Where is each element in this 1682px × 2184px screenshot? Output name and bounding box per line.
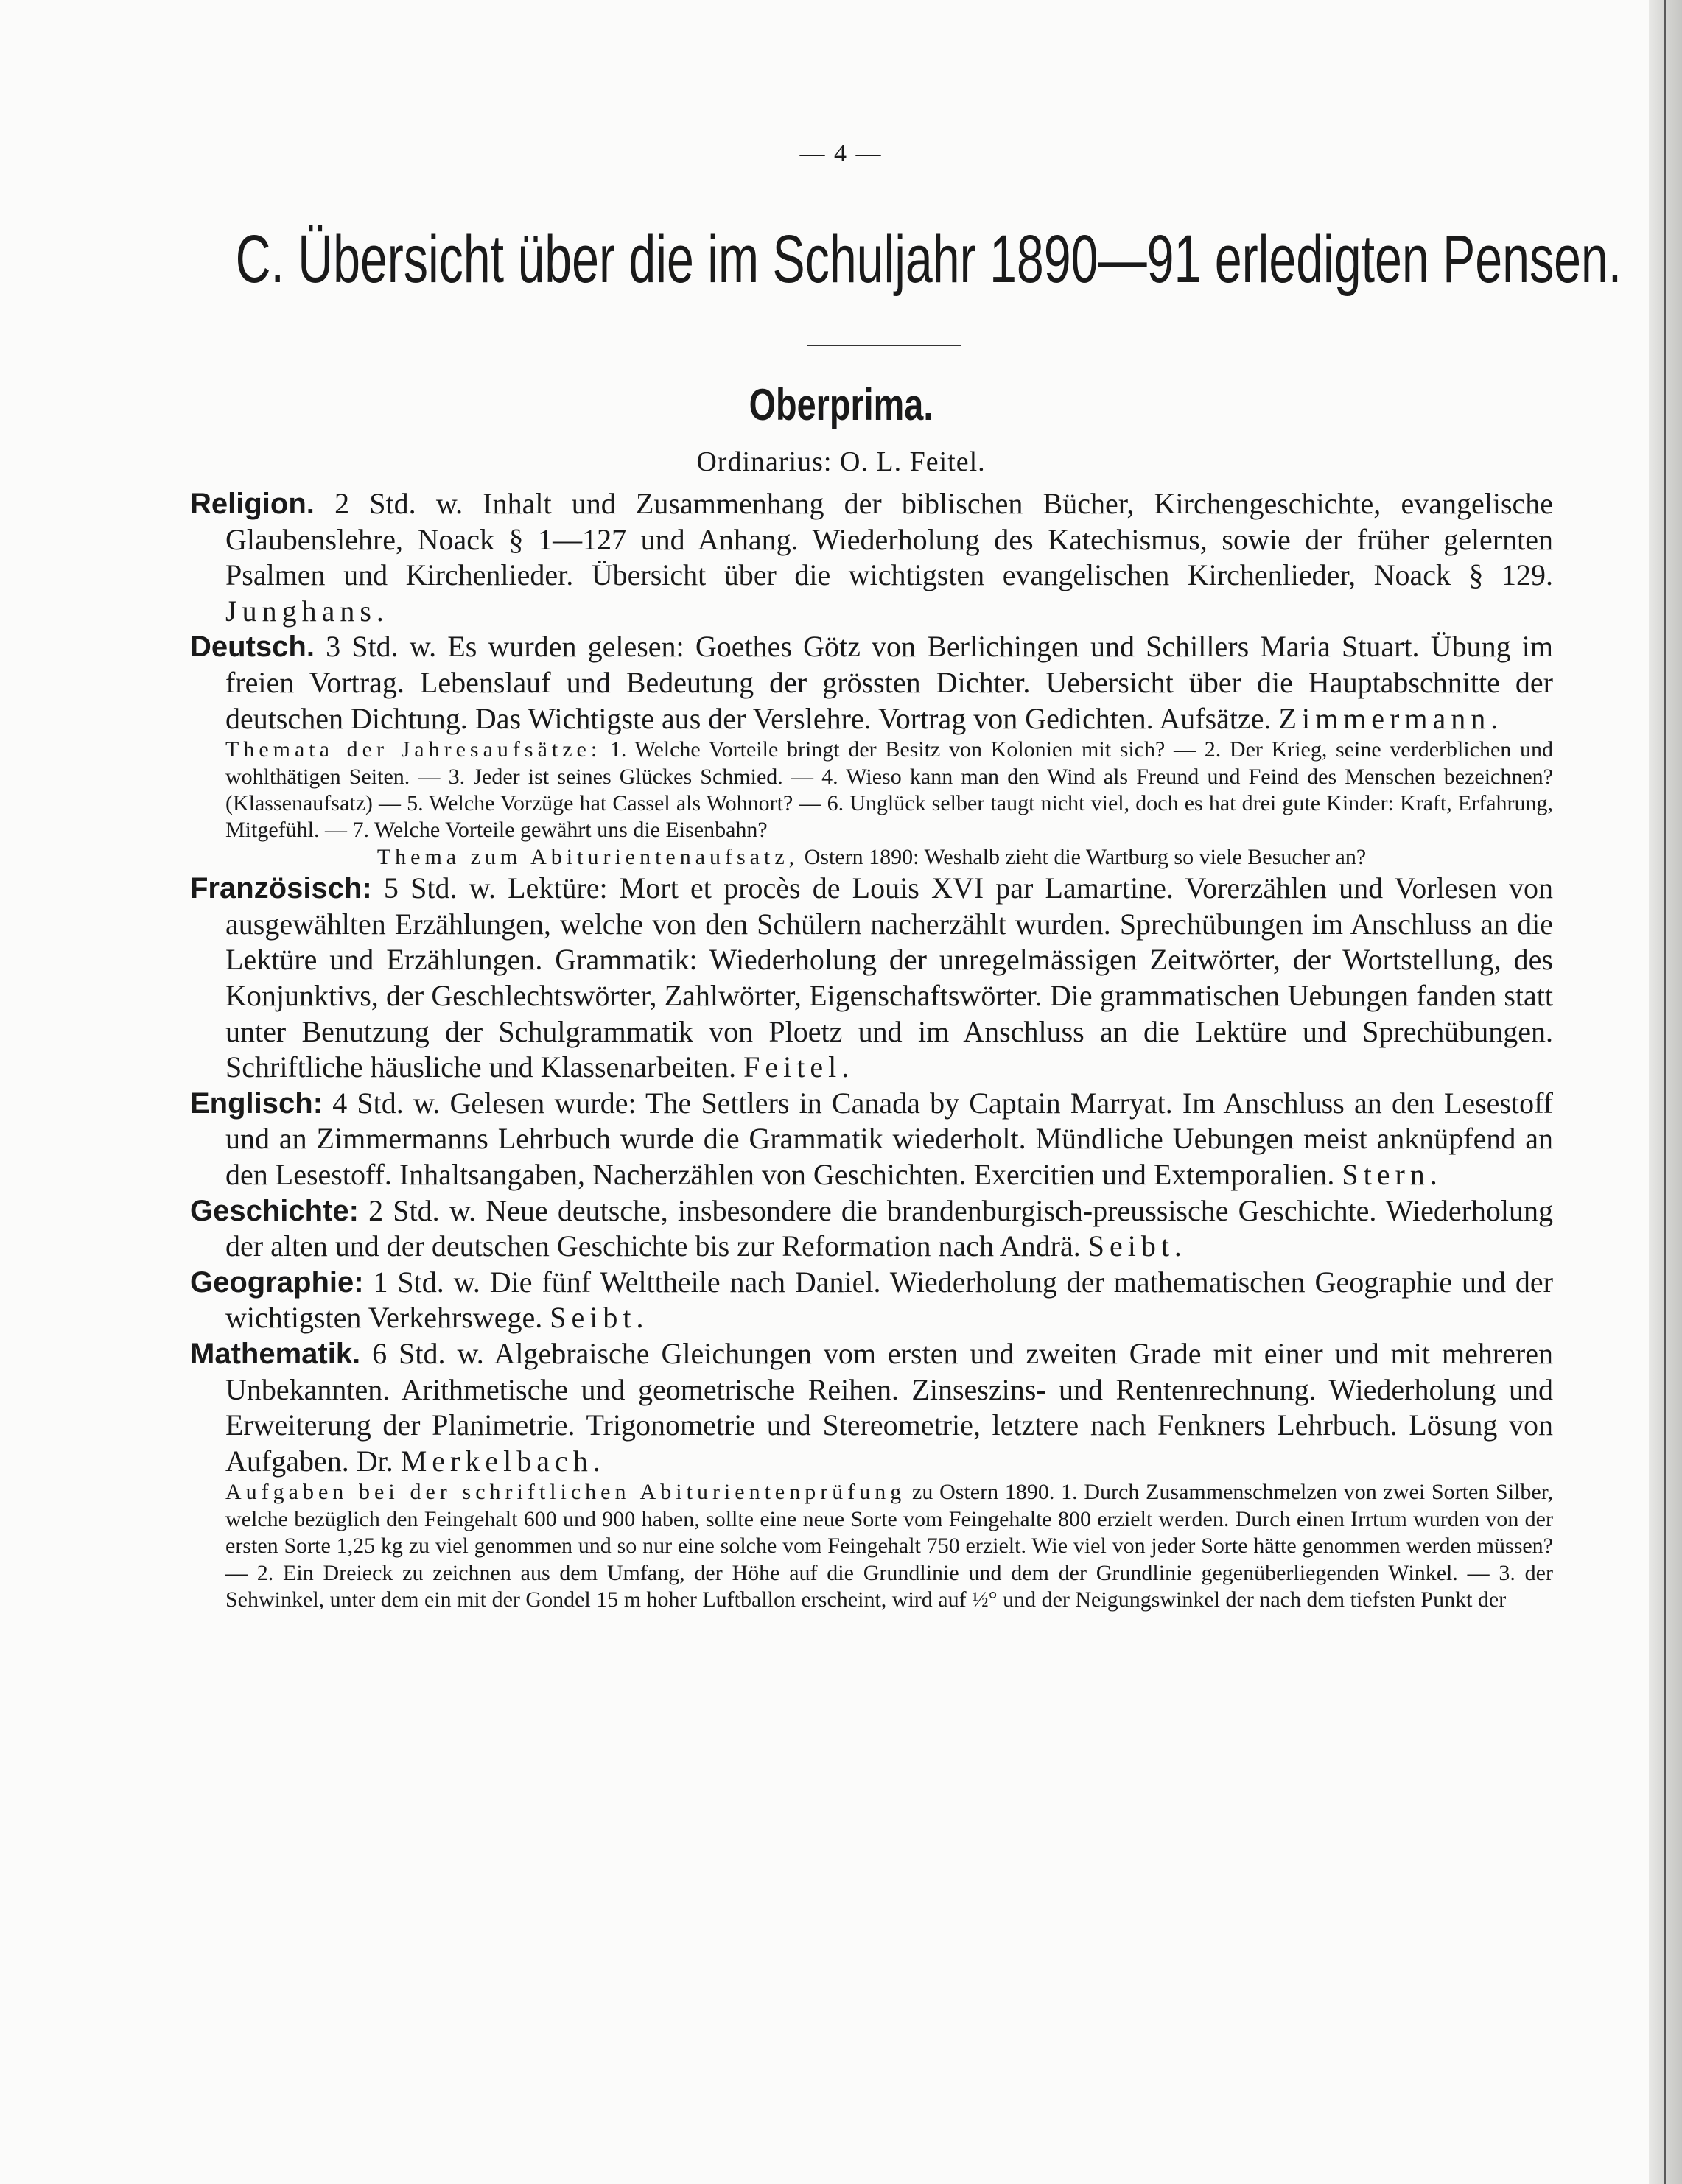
section-deutsch bbox=[190, 629, 1553, 737]
deutsch-themata bbox=[190, 737, 1553, 844]
curriculum-body bbox=[190, 486, 1553, 1613]
englisch-teacher: Stern. bbox=[1342, 1157, 1443, 1191]
deutsch-abitur-thema bbox=[190, 844, 1553, 871]
geographie-text: 1 Std. w. Die fünf Welttheile nach Daniel. Wiederholung der mathematischen Geographie und der wichtigsten Verkehrswege. bbox=[225, 1265, 1553, 1335]
ordinarius-line: Ordinarius: O. L. Feitel. bbox=[696, 446, 986, 477]
title-divider bbox=[807, 345, 961, 346]
section-englisch bbox=[190, 1086, 1553, 1193]
page-number: — 4 — bbox=[799, 140, 883, 167]
subject-geschichte: Geschichte: bbox=[190, 1194, 359, 1227]
geschichte-teacher: Seibt. bbox=[1087, 1229, 1187, 1263]
aufgaben-lead: Aufgaben bei der schriftlichen Abiturientenprüfung bbox=[225, 1480, 906, 1505]
mathematik-teacher: Merkelbach. bbox=[400, 1444, 606, 1478]
aufgaben-text: zu Ostern 1890. 1. Durch Zusammenschmelzen von zwei Sorten Silber, welche bezüglich den Feingehalt 600 und 900 haben, sollte eine neue Sorte vom Feingehalte 800 erzielt werden. Durch einen Irrtum wurden von der ersten Sorte 1,25 kg zu viel genommen und so nur eine solche vom Feingehalt 750 erzielt. Wie viel von jeder Sorte hätte genommen werden müssen? — 2. Ein Dreieck zu zeichnen aus dem Umfang, der Höhe auf die Grundlinie und dem der Grundlinie gegenüberliegenden Winkel. — 3. der Sehwinkel, unter dem ein mit der Gondel 15 m hoher Luftballon erscheint, wird auf ½° und der Neigungswinkel der nach dem tiefsten Punkt der bbox=[225, 1480, 1554, 1612]
deutsch-text: 3 Std. w. Es wurden gelesen: Goethes Götz von Berlichingen und Schillers Maria Stuart. Übung im freien Vortrag. Lebenslauf und Bedeutung der grössten Dichter. Uebersicht über die Hauptabschnitte der deutschen Dichtung. Das Wichtigste aus der Verslehre. Vortrag von Gedichten. Aufsätze. bbox=[225, 630, 1554, 735]
mathematik-text: 6 Std. w. Algebraische Gleichungen vom ersten und zweiten Grade mit einer und mit mehreren Unbekannten. Arithmetische und geometrische Reihen. Zinseszins- und Rentenrechnung. Wiederholung und Erweiterung der Planimetrie. Trigonometrie und Stereometrie, letztere nach Fenkners Lehrbuch. Lösung von Aufgaben. Dr. bbox=[225, 1336, 1554, 1478]
englisch-text: 4 Std. w. Gelesen wurde: The Settlers in Canada by Captain Marryat. Im Anschluss an den Lesestoff und an Zimmermanns Lehrbuch wurde die Grammatik wiederholt. Mündliche Uebungen meist anknüpfend an den Lesestoff. Inhaltsangaben, Nacherzählen von Geschichten. Exercitien und Extemporalien. bbox=[225, 1086, 1553, 1191]
class-heading: Oberprima. bbox=[749, 380, 933, 429]
abitur-text: Ostern 1890: Weshalb zieht die Wartburg so viele Besucher an? bbox=[804, 844, 1367, 869]
deutsch-teacher: Zimmermann. bbox=[1278, 701, 1504, 735]
mathematik-aufgaben bbox=[190, 1479, 1553, 1613]
subject-englisch: Englisch: bbox=[190, 1086, 323, 1120]
abitur-lead: Thema zum Abiturientenaufsatz, bbox=[376, 844, 799, 869]
chapter-title: C. Übersicht über die im Schuljahr 1890—91 erledigten Pensen. bbox=[235, 222, 1622, 297]
section-mathematik bbox=[190, 1336, 1553, 1479]
religion-teacher: Junghans. bbox=[225, 594, 389, 628]
section-franzoesisch bbox=[190, 871, 1553, 1086]
subject-mathematik: Mathematik. bbox=[190, 1337, 361, 1370]
subject-deutsch: Deutsch. bbox=[190, 631, 315, 664]
subject-franzoesisch: Französisch: bbox=[190, 872, 372, 905]
section-religion bbox=[190, 486, 1553, 629]
franzoesisch-text: 5 Std. w. Lektüre: Mort et procès de Louis XVI par Lamartine. Vorerzählen und Vorlesen von ausgewählten Erzählungen, welche von den Schülern nacherzählt wurden. Sprechübungen im Anschluss an die Lektüre und Erzählungen. Grammatik: Wiederholung der unregelmässigen Zeitwörter, der Wortstellung, des Konjunktivs, der Geschlechtswörter, Zahlwörter, Eigenschaftswörter. Die grammatischen Uebungen fanden statt unter Benutzung der Schulgrammatik von Ploetz und im Anschluss an die Lektüre und Sprechübungen. Schriftliche häusliche und Klassenarbeiten. bbox=[225, 871, 1553, 1084]
subject-geographie: Geographie: bbox=[190, 1265, 364, 1299]
geschichte-text: 2 Std. w. Neue deutsche, insbesondere die brandenburgisch-preussische Geschichte. Wiederholung der alten und der deutschen Geschichte bis zur Reformation nach Andrä. bbox=[225, 1193, 1554, 1263]
franzoesisch-teacher: Feitel. bbox=[743, 1050, 855, 1084]
page-edge-line bbox=[1664, 0, 1666, 2184]
subject-religion: Religion. bbox=[190, 488, 315, 520]
themata-lead: Themata der Jahresaufsätze: bbox=[225, 737, 602, 762]
themata-text: 1. Welche Vorteile bringt der Besitz von Kolonien mit sich? — 2. Der Krieg, seine verderblichen und wohlthätigen Seiten. — 3. Jeder ist seines Glückes Schmied. — 4. Wieso kann man den Wind als Freund und Feind des Menschen bezeichnen? (Klassenaufsatz) — 5. Welche Vorzüge hat Cassel als Wohnort? — 6. Unglück selber taugt nicht viel, doch es hat drei gute Kinder: Kraft, Erfahrung, Mitgefühl. — 7. Welche Vorteile gewährt uns die Eisenbahn? bbox=[225, 737, 1553, 843]
section-geschichte bbox=[190, 1193, 1553, 1265]
geographie-teacher: Seibt. bbox=[550, 1301, 649, 1335]
section-geographie bbox=[190, 1265, 1553, 1336]
religion-text: 2 Std. w. Inhalt und Zusammenhang der biblischen Bücher, Kirchengeschichte, evangelische Glaubenslehre, Noack § 1—127 und Anhang. Wiederholung des Katechismus, sowie der früher gelernten Psalmen und Kirchenlieder. Übersicht über die wichtigsten evangelischen Kirchenlieder, Noack § 129. bbox=[225, 487, 1554, 592]
